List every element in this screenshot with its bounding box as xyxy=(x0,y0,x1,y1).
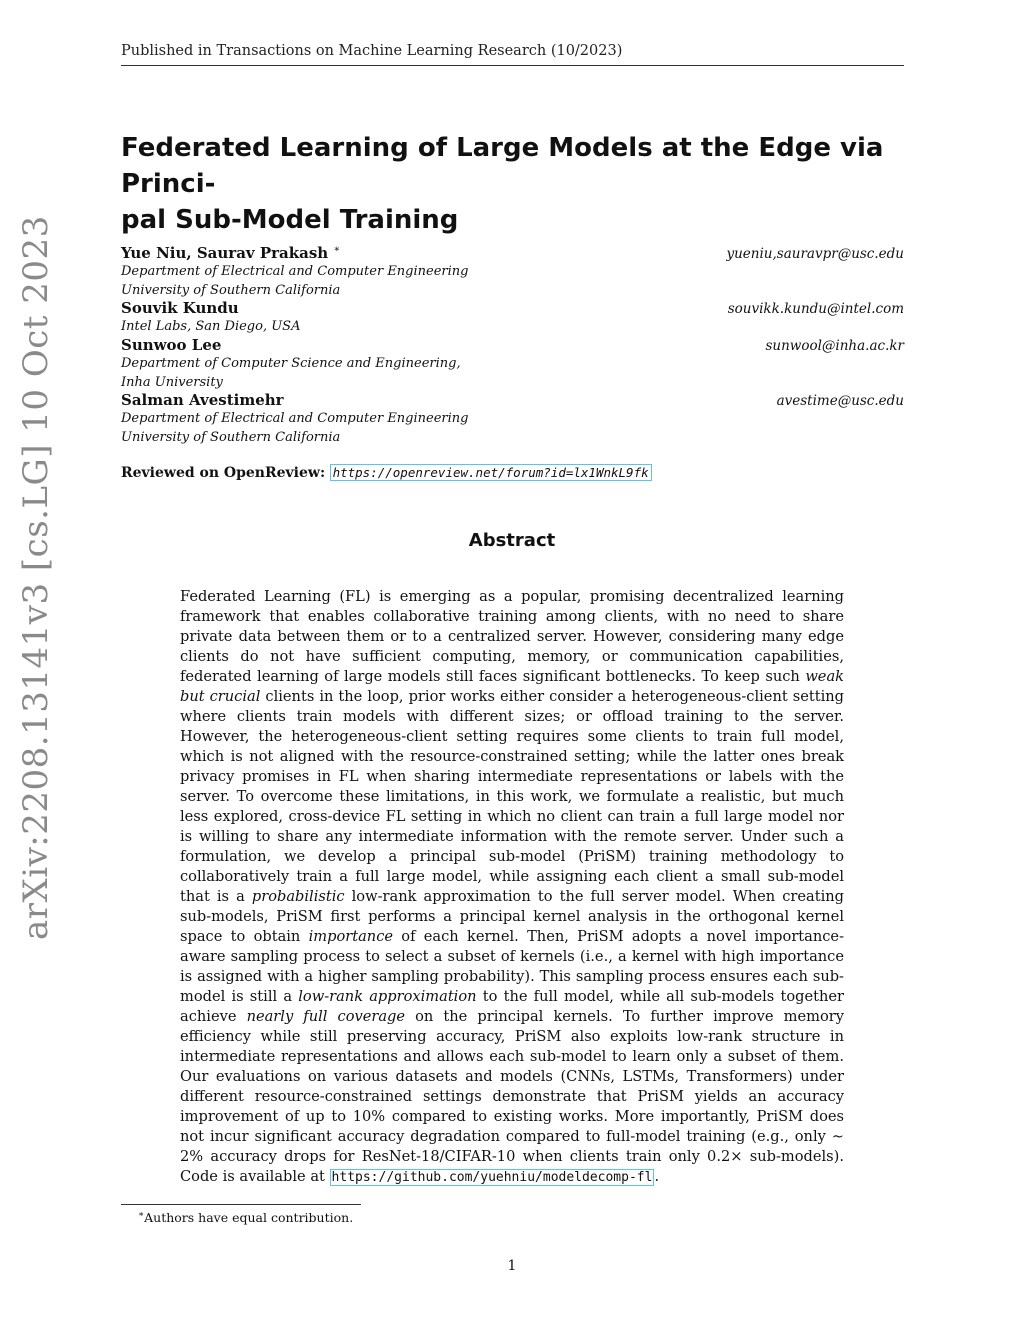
author-affiliation: Intel Labs, San Diego, USA xyxy=(121,319,301,334)
title-line-2: pal Sub-Model Training xyxy=(121,205,459,235)
running-header: Published in Transactions on Machine Learning Research (10/2023) xyxy=(121,43,904,66)
author-name: Yue Niu, Saurav Prakash ∗ xyxy=(121,244,341,262)
author-name: Salman Avestimehr xyxy=(121,391,284,409)
page-number: 1 xyxy=(507,1258,517,1274)
footnote-divider xyxy=(121,1204,361,1205)
author-email[interactable]: avestime@usc.edu xyxy=(776,393,904,409)
author-email[interactable]: yueniu,sauravpr@usc.edu xyxy=(726,246,904,262)
author-affiliation: Department of Electrical and Computer Engineering University of Southern California xyxy=(121,264,469,298)
author-affiliation: Department of Electrical and Computer Engineering University of Southern California xyxy=(121,411,469,445)
title-line-1: Federated Learning of Large Models at the Edge via Princi- xyxy=(121,133,884,199)
footnote: ∗Authors have equal contribution. xyxy=(138,1210,354,1226)
reviewed-label: Reviewed on OpenReview: xyxy=(121,465,326,481)
author-footnote-mark: ∗ xyxy=(333,244,341,255)
openreview-link[interactable]: https://openreview.net/forum?id=lx1WnkL9fk xyxy=(330,464,652,481)
author-email[interactable]: souvikk.kundu@intel.com xyxy=(727,301,904,317)
author-email[interactable]: sunwool@inha.ac.kr xyxy=(765,338,904,354)
abstract-heading: Abstract xyxy=(468,530,556,551)
author-name: Sunwoo Lee xyxy=(121,336,222,354)
author-name: Souvik Kundu xyxy=(121,299,239,317)
author-affiliation: Department of Computer Science and Engineering, Inha University xyxy=(121,356,461,390)
arxiv-identifier: arXiv:2208.13141v3 [cs.LG] 10 Oct 2023 xyxy=(16,215,56,940)
paper-title xyxy=(121,130,921,238)
code-repository-link[interactable]: https://github.com/yuehniu/modeldecomp-fl xyxy=(331,1170,653,1185)
reviewed-on-openreview xyxy=(121,465,652,481)
abstract-body: Federated Learning (FL) is emerging as a popular, promising decentralized learning framework that enables collaborative training among clients, with no need to share private data between them or to a centralized server. However, considering many edge clients do not have sufficient computing, memory, or communication capabilities, federated learning of large models still faces significant bottlenecks. To keep such weak but crucial clients in the loop, prior works either consider a heterogeneous-client setting where clients train models with different sizes; or offload training to the server. However, the heterogeneous-client setting requires some clients to train full model, which is not aligned with the resource-constrained setting; while the latter ones break privacy promises in FL when sharing intermediate representations or labels with the server. To overcome these limitations, in this work, we formulate a realistic, but much less explored, cross-device FL setting in which no client can train a full large model nor is willing to share any intermediate information with the remote server. Under such a formulation, we develop a principal sub-model (PriSM) training methodology to collaboratively train a full large model, while assigning each client a small sub-model that is a probabilistic low-rank approximation to the full server model. When creating sub-models, PriSM first performs a principal kernel analysis in the orthogonal kernel space to obtain importance of each kernel. Then, PriSM adopts a novel importance-aware sampling process to select a subset of kernels (i.e., a kernel with high importance is assigned with a higher sampling probability). This sampling process ensures each sub-model is still a low-rank approximation to the full model, while all sub-models together achieve nearly full coverage on the principal kernels. To further improve memory efficiency while still preserving accuracy, PriSM also exploits low-rank structure in intermediate representations and allows each sub-model to learn only a subset of them. Our evaluations on various datasets and models (CNNs, LSTMs, Transformers) under different resource-constrained settings demonstrate that PriSM yields an accuracy improvement of up to 10% compared to existing works. More importantly, PriSM does not incur significant accuracy degradation compared to full-model training (e.g., only ∼ 2% accuracy drops for ResNet-18/CIFAR-10 when clients train only 0.2× sub-models). Code is available at https://github.com/yuehniu/modeldecomp-fl . xyxy=(180,588,844,1185)
